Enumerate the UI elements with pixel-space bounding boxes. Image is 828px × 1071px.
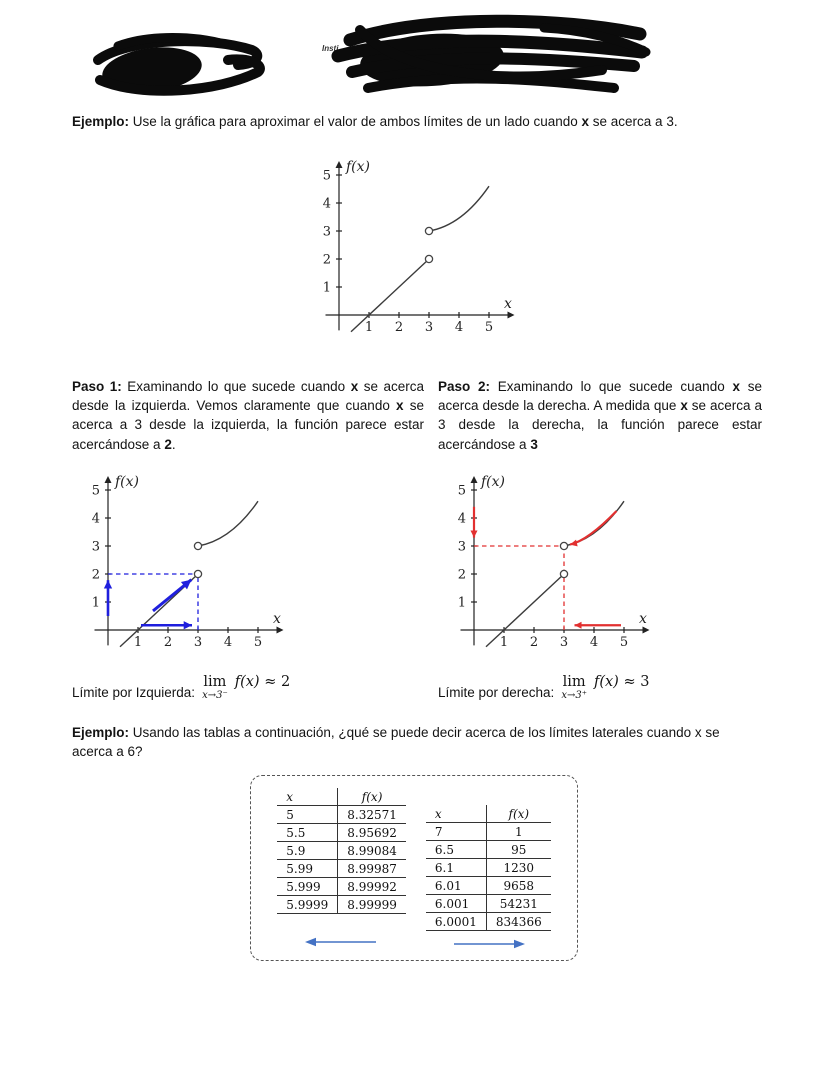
table-cell: 5.9999 bbox=[277, 896, 338, 914]
text-segment: Use la gráfica para aproximar el valor de ambos límites de un lado cuando bbox=[129, 114, 582, 129]
bold-x-term: x bbox=[680, 398, 688, 414]
bold-x-term: x bbox=[581, 114, 590, 129]
left-approach-graph bbox=[76, 466, 291, 666]
svg-text:5: 5 bbox=[619, 634, 629, 650]
table-cell: 95 bbox=[486, 841, 550, 859]
paso2-label: Paso 2: bbox=[438, 379, 491, 395]
table-cell: 6.5 bbox=[426, 841, 487, 859]
table-header-row bbox=[277, 788, 406, 806]
overview-limit-graph bbox=[307, 151, 522, 351]
table-cell: 6.0001 bbox=[426, 913, 487, 931]
table-cell: 8.32571 bbox=[338, 806, 406, 824]
svg-text:f(x): f(x) bbox=[481, 473, 506, 490]
bold-x-term: x bbox=[396, 398, 404, 414]
svg-text:1: 1 bbox=[499, 634, 509, 650]
svg-text:2: 2 bbox=[91, 567, 100, 583]
table-cell: 7 bbox=[426, 823, 487, 841]
svg-text:4: 4 bbox=[322, 196, 331, 212]
tables-row bbox=[277, 788, 550, 950]
lim-text: lim bbox=[562, 673, 586, 690]
arrow-head bbox=[514, 940, 525, 948]
left-direction-arrow bbox=[302, 936, 382, 948]
svg-text:3: 3 bbox=[457, 539, 466, 555]
approx-value: ≈ 2 bbox=[259, 673, 291, 690]
table-cell: 5.9 bbox=[277, 842, 338, 860]
table-row bbox=[426, 877, 551, 895]
example1-paragraph bbox=[72, 112, 756, 131]
svg-text:2: 2 bbox=[529, 634, 539, 650]
table-row bbox=[277, 824, 406, 842]
table-cell: 6.1 bbox=[426, 859, 487, 877]
table-cell: 5.5 bbox=[277, 824, 338, 842]
table-cell: 1 bbox=[486, 823, 550, 841]
svg-text:4: 4 bbox=[457, 511, 466, 527]
right-table-column bbox=[426, 805, 551, 950]
svg-text:2: 2 bbox=[163, 634, 173, 650]
right-direction-arrow bbox=[448, 938, 528, 950]
text-segment: Usando las tablas a continuación, ¿qué se puede decir acerca de los límites laterales cuando x se acerca a 6? bbox=[72, 724, 720, 759]
limit-notation bbox=[202, 675, 228, 701]
svg-text:1: 1 bbox=[457, 595, 466, 611]
example2-paragraph bbox=[72, 723, 756, 761]
paso1-label: Paso 1: bbox=[72, 379, 122, 395]
svg-text:3: 3 bbox=[91, 539, 100, 555]
svg-text:3: 3 bbox=[193, 634, 203, 650]
right-approach-table bbox=[426, 805, 551, 931]
svg-text:3: 3 bbox=[559, 634, 569, 650]
table-row bbox=[426, 913, 551, 931]
svg-text:1: 1 bbox=[322, 280, 331, 296]
limit-value-expression bbox=[235, 674, 290, 690]
table-row bbox=[426, 841, 551, 859]
approx-value: ≈ 3 bbox=[618, 673, 650, 690]
text-segment: . bbox=[171, 436, 176, 452]
right-limit-statement bbox=[438, 674, 762, 701]
paso1-paragraph bbox=[72, 377, 424, 454]
svg-text:5: 5 bbox=[322, 168, 331, 184]
table-row bbox=[277, 842, 406, 860]
paso2-paragraph bbox=[438, 377, 762, 454]
example2-label: Ejemplo: bbox=[72, 724, 130, 740]
svg-text:5: 5 bbox=[91, 483, 100, 499]
svg-text:3: 3 bbox=[424, 320, 433, 336]
svg-text:5: 5 bbox=[457, 483, 466, 499]
redaction-scribble-right bbox=[338, 21, 646, 91]
svg-text:f(x): f(x) bbox=[115, 473, 140, 490]
svg-text:4: 4 bbox=[454, 320, 463, 336]
table-cell: 8.99999 bbox=[338, 896, 406, 914]
bold-x-term: x bbox=[732, 379, 740, 395]
svg-text:x: x bbox=[503, 296, 512, 313]
svg-text:4: 4 bbox=[589, 634, 599, 650]
svg-text:5: 5 bbox=[253, 634, 263, 650]
redaction-scribble-left bbox=[98, 38, 260, 98]
table-header-cell: x bbox=[426, 805, 487, 823]
svg-text:2: 2 bbox=[457, 567, 466, 583]
table-cell: 54231 bbox=[486, 895, 550, 913]
example1-label: Ejemplo: bbox=[72, 114, 130, 129]
svg-text:1: 1 bbox=[364, 320, 373, 336]
table-row bbox=[277, 806, 406, 824]
text-segment: se acerca a 3. bbox=[589, 114, 678, 129]
svg-text:1: 1 bbox=[91, 595, 100, 611]
left-table-column bbox=[277, 788, 406, 948]
svg-text:3: 3 bbox=[322, 224, 331, 240]
left-limit-label: Límite por Izquierda: bbox=[72, 684, 196, 700]
table-row bbox=[426, 859, 551, 877]
bold-limit-value: 3 bbox=[530, 436, 538, 452]
table-row bbox=[277, 860, 406, 878]
table-header-row bbox=[426, 805, 551, 823]
limit-value-expression bbox=[594, 674, 649, 690]
bold-limit-value: 2 bbox=[164, 436, 172, 452]
table-row bbox=[277, 878, 406, 896]
table-row bbox=[426, 895, 551, 913]
svg-text:5: 5 bbox=[484, 320, 493, 336]
lim-text: lim bbox=[203, 673, 227, 690]
text-segment: se acerca desde la derecha. A medida que bbox=[438, 379, 762, 414]
lim-subscript: x→3⁺ bbox=[561, 689, 587, 701]
lim-subscript: x→3⁻ bbox=[202, 689, 228, 701]
table-cell: 1230 bbox=[486, 859, 550, 877]
table-row bbox=[277, 896, 406, 914]
table-cell: 8.99987 bbox=[338, 860, 406, 878]
text-segment: se acerca desde la izquierda. Vemos claramente que cuando bbox=[72, 379, 425, 414]
table-cell: 5.99 bbox=[277, 860, 338, 878]
table-cell: 8.95692 bbox=[338, 824, 406, 842]
table-cell: 8.99992 bbox=[338, 878, 406, 896]
two-column-section bbox=[72, 377, 762, 701]
table-cell: 9658 bbox=[486, 877, 550, 895]
text-segment: se acerca a 3 desde la izquierda, la función parece estar acercándose a bbox=[72, 398, 424, 452]
table-cell: 5 bbox=[277, 806, 338, 824]
svg-text:x: x bbox=[639, 610, 647, 627]
svg-text:f(x): f(x) bbox=[345, 158, 370, 175]
table-cell: 834366 bbox=[486, 913, 550, 931]
svg-text:x: x bbox=[273, 610, 281, 627]
redacted-header bbox=[0, 0, 828, 108]
table-cell: 5.999 bbox=[277, 878, 338, 896]
svg-text:2: 2 bbox=[322, 252, 331, 268]
svg-text:4: 4 bbox=[91, 511, 100, 527]
svg-text:4: 4 bbox=[223, 634, 233, 650]
tables-panel bbox=[250, 775, 577, 961]
text-segment: se acerca a 3 desde la derecha, la función parece estar acercándose a bbox=[438, 398, 762, 452]
svg-text:1: 1 bbox=[133, 634, 143, 650]
text-segment: Examinando lo que sucede cuando bbox=[490, 379, 733, 395]
svg-text:2: 2 bbox=[394, 320, 403, 336]
right-limit-label: Límite por derecha: bbox=[438, 684, 555, 700]
left-limit-statement bbox=[72, 674, 424, 701]
right-column bbox=[438, 377, 762, 701]
table-cell: 6.01 bbox=[426, 877, 487, 895]
fx-term: f(x) bbox=[234, 673, 260, 690]
right-approach-graph bbox=[442, 466, 657, 666]
arrow-head bbox=[305, 938, 316, 946]
covered-header-text: Insti bbox=[322, 44, 339, 53]
table-header-cell: f(x) bbox=[486, 805, 550, 823]
left-approach-table bbox=[277, 788, 406, 914]
fx-term: f(x) bbox=[593, 673, 619, 690]
table-row bbox=[426, 823, 551, 841]
limit-notation bbox=[561, 675, 587, 701]
table-cell: 8.99084 bbox=[338, 842, 406, 860]
table-cell: 6.001 bbox=[426, 895, 487, 913]
bold-x-term: x bbox=[350, 379, 359, 395]
table-header-cell: f(x) bbox=[338, 788, 406, 806]
left-column bbox=[72, 377, 424, 701]
text-segment: Examinando lo que sucede cuando bbox=[121, 379, 351, 395]
table-header-cell: x bbox=[277, 788, 338, 806]
